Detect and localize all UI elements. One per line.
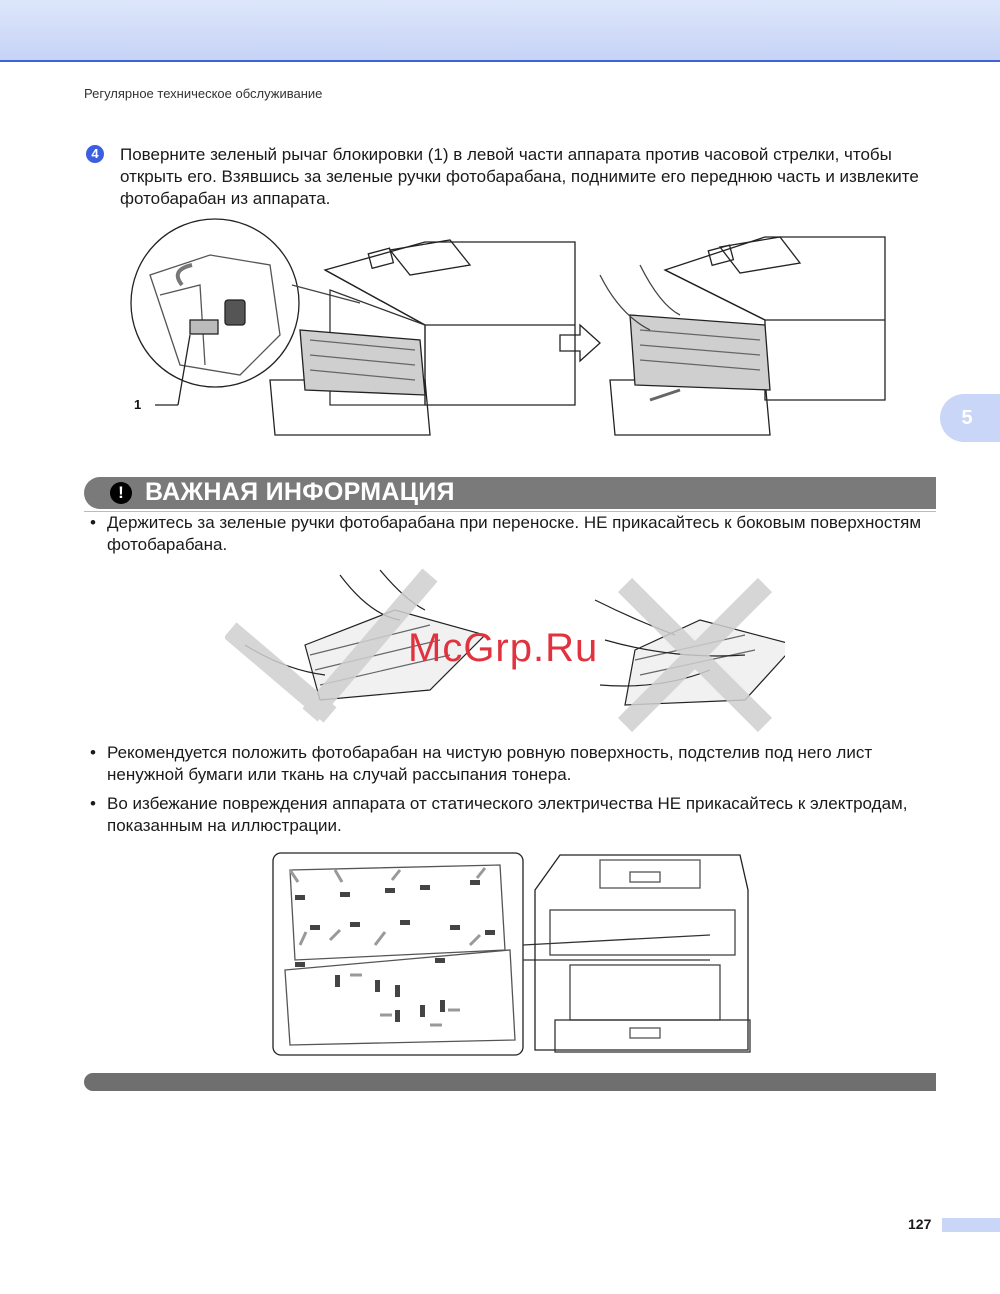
bullet-text: Во избежание повреждения аппарата от статического электричества НЕ прикасайтесь к электродам, показанным на иллюстрации. — [107, 794, 908, 835]
lock-lever-callout-circle — [131, 219, 299, 387]
printer-front-view — [535, 855, 748, 1050]
drum-unit-left — [300, 330, 425, 395]
electrodes-illustration — [270, 850, 755, 1060]
important-title: ВАЖНАЯ ИНФОРМАЦИЯ — [145, 478, 455, 506]
belt-unit — [550, 910, 735, 955]
bullet-dot: • — [90, 743, 96, 762]
rotate-arrow-icon — [178, 265, 192, 285]
important-end-bar — [84, 1073, 936, 1091]
drum-unit-right — [630, 315, 770, 390]
electrode-marks — [295, 880, 495, 1022]
important-bullet-1 — [90, 512, 930, 556]
callout-label: 1 — [134, 397, 142, 412]
right-arrow-icon — [560, 325, 600, 361]
important-bullet-2 — [90, 742, 930, 786]
drum-removal-illustration — [120, 215, 900, 445]
bullet-text: Держитесь за зеленые ручки фотобарабана при переноске. НЕ прикасайтесь к боковым поверхностям фотобарабана. — [107, 513, 922, 554]
bullet-dot: • — [90, 794, 96, 813]
bullet-text: Рекомендуется положить фотобарабан на чистую ровную поверхность, подстелив под него лист ненужной бумаги или ткань на случай рассыпания тонера. — [107, 743, 873, 784]
chapter-number: 5 — [961, 407, 973, 429]
page-number-tab — [942, 1218, 1000, 1232]
lock-lever-icon — [225, 300, 245, 325]
top-header-band — [0, 0, 1000, 62]
running-header: Регулярное техническое обслуживание — [84, 86, 323, 101]
bullet-dot: • — [90, 513, 96, 532]
watermark: McGrp.Ru — [408, 626, 599, 670]
electrode-detail-frame — [273, 853, 523, 1055]
step-number-badge: 4 — [86, 145, 104, 163]
printer-drawer — [555, 1020, 750, 1052]
page-number: 127 — [908, 1216, 932, 1232]
step-instruction: Поверните зеленый рычаг блокировки (1) в левой части аппарата против часовой стрелки, чтобы открыть его. Взявшись за зеленые ручки фотобарабана, поднимите его переднюю часть и извлеките фотобарабан из аппарата. — [120, 145, 919, 208]
exclamation-icon: ! — [110, 482, 132, 504]
important-bullet-3 — [90, 793, 930, 837]
